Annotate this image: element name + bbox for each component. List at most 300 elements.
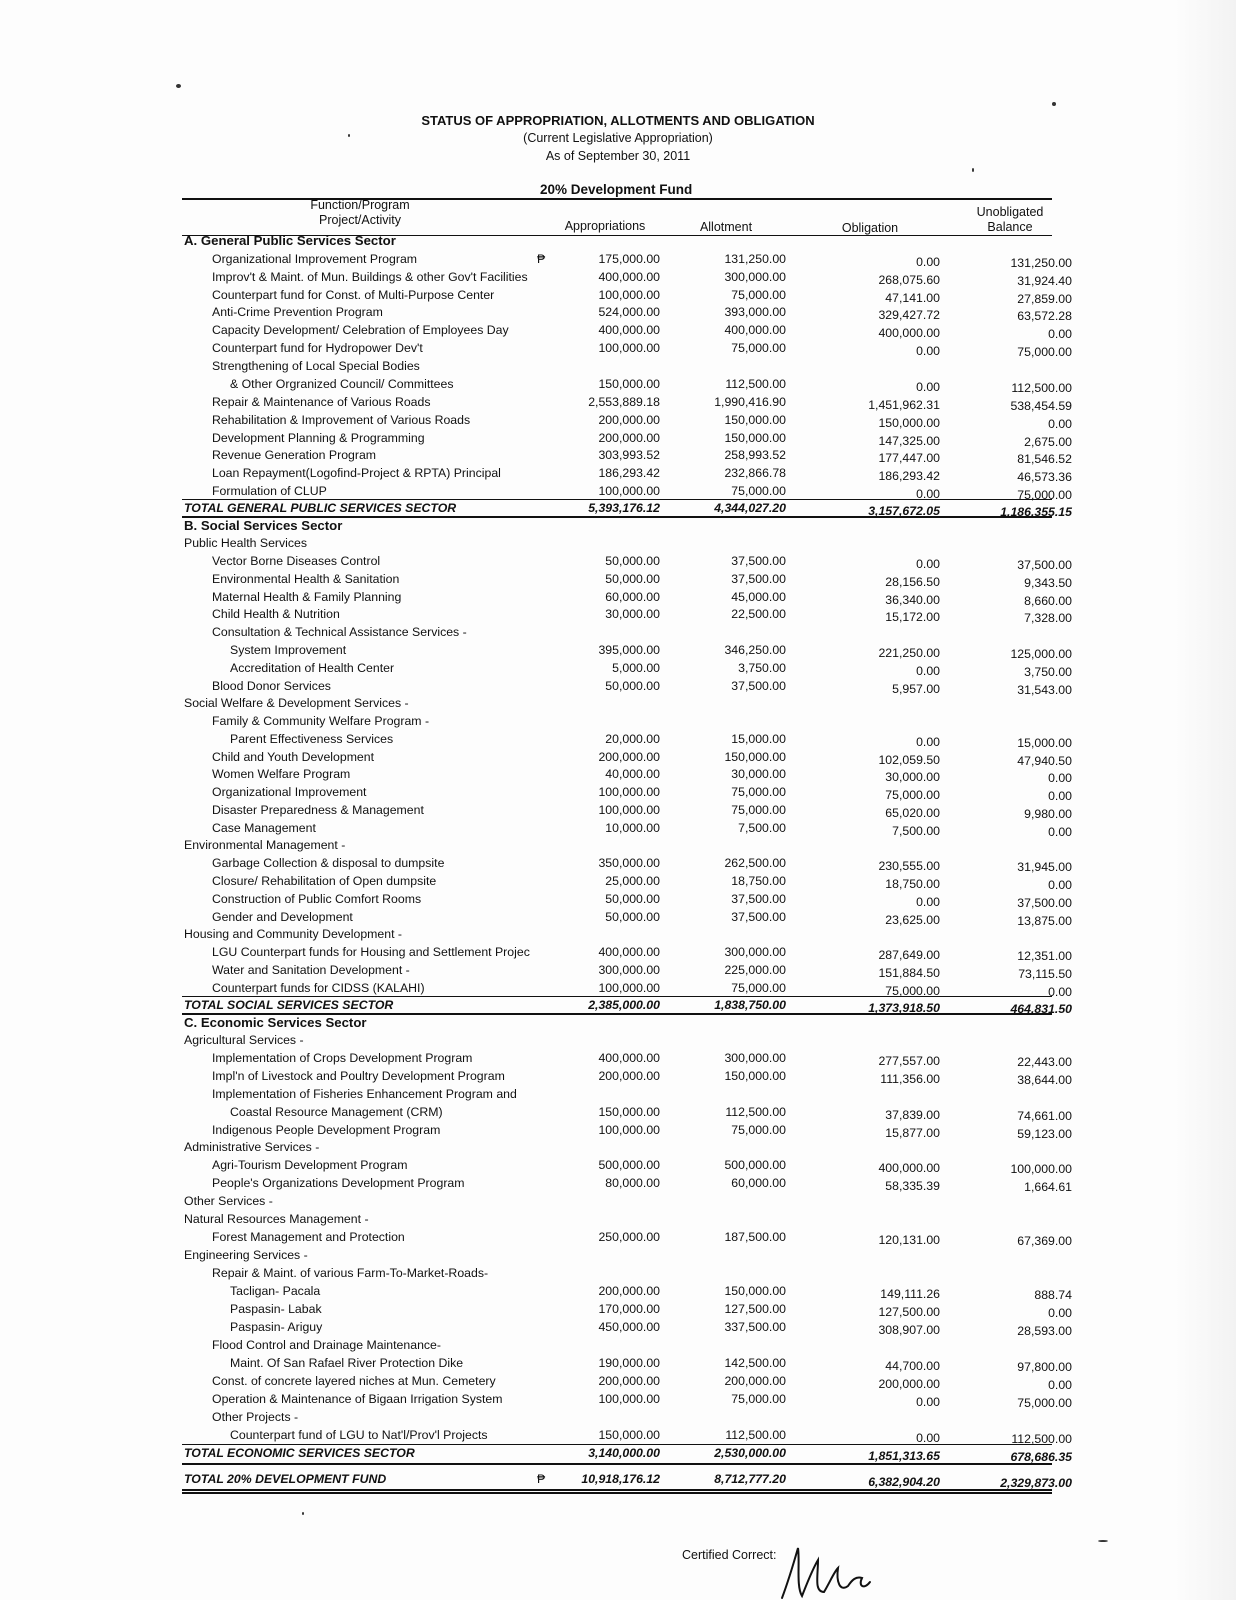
allotment-value: 127,500.00 [724,1302,786,1316]
table-row [0,554,1236,572]
row-label: Counterpart funds for CIDSS (KALAHI) [212,981,425,995]
appropriations-value: 150,000.00 [598,1428,660,1442]
obligation-value: 0.00 [916,1431,940,1445]
table-row [0,767,1236,785]
obligation-value: 47,141.00 [885,291,940,305]
unobligated-value: 73,115.50 [1018,967,1072,981]
appropriations-value: 50,000.00 [605,910,660,924]
appropriations-value: 150,000.00 [598,1105,660,1119]
unobligated-value: 888.74 [1034,1288,1072,1302]
table-row [0,1230,1236,1248]
unobligated-value: 67,369.00 [1017,1234,1072,1248]
table-row [0,696,1236,714]
allotment-value: 337,500.00 [724,1320,786,1334]
peso-sign: ₱ [537,252,546,266]
column-header-function-line2: Project/Activity [319,213,401,227]
obligation-value: 0.00 [916,1395,940,1409]
obligation-value: 177,447.00 [878,451,940,465]
obligation-value: 308,907.00 [878,1323,940,1337]
row-label: Loan Repayment(Logofind-Project & RPTA) Principal [212,466,501,480]
table-row [0,945,1236,963]
unobligated-value: 31,543.00 [1017,683,1072,697]
unobligated-value: 0.00 [1048,878,1072,892]
appropriations-value: 524,000.00 [598,305,660,319]
allotment-value: 500,000.00 [724,1158,786,1172]
row-label: Indigenous People Development Program [212,1123,441,1137]
table-row [0,1212,1236,1230]
allotment-value: 75,000.00 [731,341,786,355]
allotment-value: 75,000.00 [731,1392,786,1406]
report-title: STATUS OF APPROPRIATION, ALLOTMENTS AND OBLIGATION [421,113,815,128]
obligation-value: 36,340.00 [885,593,940,607]
unobligated-value: 3,750.00 [1024,665,1072,679]
obligation-value: 0.00 [916,255,940,269]
table-row [0,661,1236,679]
obligation-value: 0.00 [916,664,940,678]
row-label: Parent Effectiveness Services [230,732,394,746]
appropriations-value: 100,000.00 [598,288,660,302]
obligation-value: 65,020.00 [885,806,940,820]
row-label: Implementation of Fisheries Enhancement Program and [212,1087,517,1101]
allotment-value: 300,000.00 [724,270,786,284]
table-row [0,590,1236,608]
unobligated-value: 31,924.40 [1017,274,1072,288]
row-label: Consultation & Technical Assistance Services - [212,625,467,639]
appropriations-value: 250,000.00 [598,1230,660,1244]
column-header-unobligated-line2: Balance [987,220,1033,234]
table-row [0,341,1236,359]
table-row [0,1140,1236,1158]
table-row [0,270,1236,288]
obligation-value: 221,250.00 [878,646,940,660]
table-row [0,1158,1236,1176]
appropriations-value: 100,000.00 [598,484,660,498]
appropriations-value: 300,000.00 [598,963,660,977]
appropriations-value: 303,993.52 [598,448,660,462]
table-row [0,484,1236,502]
row-label: Organizational Improvement Program [212,252,418,266]
section-header-row [0,233,1236,251]
appropriations-value: 50,000.00 [605,554,660,568]
row-label: Disaster Preparedness & Management [212,803,424,817]
allotment-value: 37,500.00 [731,679,786,693]
obligation-value: 3,157,672.05 [868,504,940,518]
table-row [0,466,1236,484]
allotment-value: 131,250.00 [724,252,786,266]
obligation-value: 15,877.00 [885,1126,940,1140]
allotment-value: 400,000.00 [724,323,786,337]
obligation-value: 400,000.00 [878,326,940,340]
row-label: TOTAL GENERAL PUBLIC SERVICES SECTOR [184,501,457,515]
row-label: Paspasin- Ariguy [230,1320,323,1334]
row-label: B. Social Services Sector [184,518,343,533]
obligation-value: 75,000.00 [885,984,940,998]
allotment-value: 300,000.00 [724,1051,786,1065]
scan-speck [302,1512,304,1515]
row-label: Anti-Crime Prevention Program [212,305,383,319]
table-row [0,305,1236,323]
obligation-value: 150,000.00 [878,416,940,430]
unobligated-value: 31,945.00 [1017,860,1072,874]
row-label: Child Health & Nutrition [212,607,340,621]
unobligated-value: 37,500.00 [1017,558,1072,572]
unobligated-value: 0.00 [1048,825,1072,839]
unobligated-value: 125,000.00 [1010,647,1072,661]
obligation-value: 58,335.39 [885,1179,940,1193]
unobligated-value: 0.00 [1048,327,1072,341]
obligation-value: 7,500.00 [892,824,940,838]
allotment-value: 232,866.78 [724,466,786,480]
obligation-value: 6,382,904.20 [868,1475,940,1489]
obligation-value: 15,172.00 [885,610,940,624]
unobligated-value: 13,875.00 [1017,914,1072,928]
row-label: TOTAL ECONOMIC SERVICES SECTOR [184,1446,415,1460]
table-row [0,323,1236,341]
unobligated-value: 131,250.00 [1010,256,1072,270]
allotment-value: 7,500.00 [738,821,786,835]
obligation-value: 18,750.00 [885,877,940,891]
table-row [0,821,1236,839]
row-label: & Other Orgranized Council/ Committees [230,377,454,391]
row-label: System Improvement [230,643,347,657]
row-label: Paspasin- Labak [230,1302,322,1316]
unobligated-value: 538,454.59 [1010,399,1072,413]
scan-speck [348,134,350,137]
row-label: Capacity Development/ Celebration of Employees Day [212,323,509,337]
unobligated-value: 1,186,355.15 [1000,505,1072,519]
appropriations-value: 200,000.00 [598,1374,660,1388]
row-label: A. General Public Services Sector [184,233,396,248]
total-row [0,998,1236,1016]
appropriations-value: 10,000.00 [605,821,660,835]
allotment-value: 45,000.00 [731,590,786,604]
allotment-value: 112,500.00 [725,377,786,391]
section-header-row [0,518,1236,536]
row-label: Implementation of Crops Development Program [212,1051,473,1065]
appropriations-value: 100,000.00 [598,981,660,995]
row-label: TOTAL SOCIAL SERVICES SECTOR [184,998,394,1012]
table-row [0,856,1236,874]
row-label: Case Management [212,821,316,835]
obligation-value: 329,427.72 [878,308,940,322]
row-label: Flood Control and Drainage Maintenance- [212,1338,441,1352]
row-label: Housing and Community Development - [184,927,403,941]
row-label: Other Projects - [212,1410,299,1424]
allotment-value: 15,000.00 [731,732,786,746]
column-header-appropriations: Appropriations [564,219,646,233]
table-row [0,252,1236,270]
fund-title: 20% Development Fund [540,182,693,197]
table-row [0,395,1236,413]
allotment-value: 60,000.00 [731,1176,786,1190]
unobligated-value: 12,351.00 [1017,949,1072,963]
table-row [0,607,1236,625]
certified-correct-label: Certified Correct: [682,1548,777,1562]
row-label: Women Welfare Program [212,767,351,781]
unobligated-value: 15,000.00 [1017,736,1072,750]
unobligated-value: 38,644.00 [1017,1073,1072,1087]
allotment-value: 18,750.00 [731,874,786,888]
table-row [0,679,1236,697]
obligation-value: 23,625.00 [885,913,940,927]
row-label: Engineering Services - [184,1248,308,1262]
appropriations-value: 200,000.00 [598,431,660,445]
allotment-value: 22,500.00 [731,607,786,621]
obligation-value: 149,111.26 [880,1287,940,1301]
obligation-value: 111,356.00 [880,1072,940,1086]
table-row [0,981,1236,999]
appropriations-value: 200,000.00 [598,413,660,427]
appropriations-value: 80,000.00 [605,1176,660,1190]
obligation-value: 0.00 [916,487,940,501]
row-label: Maternal Health & Family Planning [212,590,402,604]
row-label: Counterpart fund of LGU to Nat'l/Prov'l Projects [230,1428,488,1442]
row-label: Social Welfare & Development Services - [184,696,409,710]
row-label: Impl'n of Livestock and Poultry Development Program [212,1069,505,1083]
appropriations-value: 200,000.00 [598,1284,660,1298]
obligation-value: 151,884.50 [878,966,940,980]
table-row [0,927,1236,945]
row-label: Agri-Tourism Development Program [212,1158,408,1172]
row-label: Tacligan- Pacala [230,1284,321,1298]
row-label: Public Health Services [184,536,308,550]
row-label: Counterpart fund for Hydropower Dev't [212,341,423,355]
column-header-function [260,198,460,228]
appropriations-value: 150,000.00 [598,377,660,391]
scan-speck [176,84,181,88]
allotment-value: 262,500.00 [724,856,786,870]
obligation-value: 0.00 [916,344,940,358]
report-date: As of September 30, 2011 [545,149,691,163]
row-label: Coastal Resource Management (CRM) [230,1105,443,1119]
obligation-value: 230,555.00 [878,859,940,873]
table-row [0,448,1236,466]
table-row [0,785,1236,803]
appropriations-value: 100,000.00 [598,1123,660,1137]
appropriations-value: 100,000.00 [598,1392,660,1406]
section-header-row [0,1015,1236,1033]
table-row [0,1087,1236,1105]
row-label: Forest Management and Protection [212,1230,405,1244]
row-label: Repair & Maint. of various Farm-To-Market-Roads- [212,1266,489,1280]
row-label: Family & Community Welfare Program - [212,714,430,728]
appropriations-value: 50,000.00 [605,572,660,586]
appropriations-value: 190,000.00 [598,1356,660,1370]
appropriations-value: 450,000.00 [598,1320,660,1334]
allotment-value: 393,000.00 [724,305,786,319]
table-row [0,1069,1236,1087]
appropriations-value: 100,000.00 [598,803,660,817]
allotment-value: 75,000.00 [731,484,786,498]
signature-mark [778,1542,888,1600]
obligation-value: 5,957.00 [892,682,940,696]
grand-total-rule-2 [182,1492,1052,1494]
allotment-value: 150,000.00 [724,750,786,764]
allotment-value: 75,000.00 [731,981,786,995]
allotment-value: 200,000.00 [724,1374,786,1388]
row-label: Organizational Improvement [212,785,367,799]
allotment-value: 75,000.00 [731,803,786,817]
allotment-value: 75,000.00 [731,1123,786,1137]
table-row [0,732,1236,750]
total-row [0,1472,1236,1490]
appropriations-value: 50,000.00 [605,892,660,906]
row-label: Administrative Services - [184,1140,320,1154]
appropriations-value: 400,000.00 [598,945,660,959]
unobligated-value: 27,859.00 [1017,292,1072,306]
table-row [0,1194,1236,1212]
appropriations-value: 5,393,176.12 [588,501,660,515]
allotment-value: 142,500.00 [724,1356,786,1370]
allotment-value: 225,000.00 [724,963,786,977]
obligation-value: 268,075.60 [878,273,940,287]
table-row [0,1051,1236,1069]
unobligated-value: 112,500.00 [1011,381,1072,395]
obligation-value: 44,700.00 [885,1359,940,1373]
allotment-value: 150,000.00 [724,1069,786,1083]
obligation-value: 186,293.42 [878,469,940,483]
unobligated-value: 112,500.00 [1011,1432,1072,1446]
appropriations-value: 186,293.42 [598,466,660,480]
unobligated-value: 8,660.00 [1024,594,1072,608]
column-header-function-line1: Function/Program [310,198,410,212]
appropriations-value: 2,553,889.18 [588,395,660,409]
unobligated-value: 7,328.00 [1024,611,1072,625]
table-row [0,536,1236,554]
unobligated-value: 81,546.52 [1017,452,1072,466]
allotment-value: 37,500.00 [731,910,786,924]
table-row [0,1392,1236,1410]
appropriations-value: 50,000.00 [605,679,660,693]
table-row [0,359,1236,377]
appropriations-value: 60,000.00 [605,590,660,604]
scan-speck [1052,102,1056,106]
table-row [0,1338,1236,1356]
unobligated-value: 0.00 [1048,1306,1072,1320]
row-label: Environmental Management - [184,838,346,852]
unobligated-value: 47,940.50 [1017,754,1072,768]
table-row [0,625,1236,643]
unobligated-value: 0.00 [1048,789,1072,803]
appropriations-value: 200,000.00 [598,1069,660,1083]
appropriations-value: 350,000.00 [598,856,660,870]
allotment-value: 8,712,777.20 [714,1472,786,1486]
unobligated-value: 97,800.00 [1017,1360,1072,1374]
column-header-allotment: Allotment [699,220,753,234]
appropriations-value: 30,000.00 [605,607,660,621]
row-label: Natural Resources Management - [184,1212,369,1226]
table-row [0,1374,1236,1392]
row-label: Revenue Generation Program [212,448,377,462]
row-label: Gender and Development [212,910,353,924]
obligation-value: 102,059.50 [878,753,940,767]
table-row [0,1176,1236,1194]
appropriations-value: 3,140,000.00 [588,1446,660,1460]
allotment-value: 150,000.00 [724,431,786,445]
allotment-value: 75,000.00 [731,288,786,302]
row-label: Garbage Collection & disposal to dumpsite [212,856,445,870]
obligation-value: 0.00 [916,735,940,749]
row-label: C. Economic Services Sector [184,1015,367,1030]
unobligated-value: 0.00 [1048,417,1072,431]
table-row [0,413,1236,431]
unobligated-value: 22,443.00 [1017,1055,1072,1069]
obligation-value: 287,649.00 [878,948,940,962]
obligation-value: 0.00 [916,895,940,909]
column-header-unobligated-line1: Unobligated [976,205,1044,219]
unobligated-value: 74,661.00 [1017,1109,1072,1123]
unobligated-value: 464,831.50 [1010,1002,1072,1016]
allotment-value: 258,993.52 [724,448,786,462]
table-row [0,910,1236,928]
obligation-value: 0.00 [916,557,940,571]
table-row [0,1428,1236,1446]
table-row [0,643,1236,661]
obligation-value: 200,000.00 [878,1377,940,1391]
row-label: Construction of Public Comfort Rooms [212,892,422,906]
row-label: Child and Youth Development [212,750,375,764]
table-row [0,892,1236,910]
appropriations-value: 200,000.00 [598,750,660,764]
unobligated-value: 75,000.00 [1017,488,1072,502]
table-row [0,803,1236,821]
obligation-value: 75,000.00 [885,788,940,802]
allotment-value: 150,000.00 [724,413,786,427]
obligation-value: 120,131.00 [878,1233,940,1247]
appropriations-value: 20,000.00 [605,732,660,746]
table-row [0,750,1236,768]
unobligated-value: 28,593.00 [1017,1324,1072,1338]
unobligated-value: 0.00 [1048,771,1072,785]
allotment-value: 75,000.00 [731,785,786,799]
row-label: Repair & Maintenance of Various Roads [212,395,431,409]
allotment-value: 4,344,027.20 [714,501,786,515]
row-label: Agricultural Services - [184,1033,304,1047]
unobligated-value: 75,000.00 [1017,345,1072,359]
allotment-value: 3,750.00 [738,661,786,675]
obligation-value: 127,500.00 [878,1305,940,1319]
unobligated-value: 1,664.61 [1024,1180,1072,1194]
appropriations-value: 40,000.00 [605,767,660,781]
row-label: Improv't & Maint. of Mun. Buildings & other Gov't Facilities [212,270,528,284]
row-label: LGU Counterpart funds for Housing and Settlement Projec [212,945,530,959]
unobligated-value: 0.00 [1048,985,1072,999]
appropriations-value: 170,000.00 [598,1302,660,1316]
unobligated-value: 63,572.28 [1017,309,1072,323]
obligation-value: 277,557.00 [878,1054,940,1068]
table-row [0,1320,1236,1338]
allotment-value: 2,530,000.00 [714,1446,786,1460]
table-row [0,288,1236,306]
table-row [0,1302,1236,1320]
total-row [0,1446,1236,1464]
table-row [0,377,1236,395]
obligation-value: 1,851,313.65 [868,1449,940,1463]
table-row [0,1356,1236,1374]
row-label: Counterpart fund for Const. of Multi-Purpose Center [212,288,495,302]
appropriations-value: 100,000.00 [598,785,660,799]
unobligated-value: 0.00 [1048,1378,1072,1392]
appropriations-value: 500,000.00 [598,1158,660,1172]
row-label: Strengthening of Local Special Bodies [212,359,420,373]
table-row [0,1105,1236,1123]
row-label: Rehabilitation & Improvement of Various Roads [212,413,471,427]
unobligated-value: 678,686.35 [1010,1450,1072,1464]
allotment-value: 1,838,750.00 [714,998,786,1012]
row-label: Water and Sanitation Development - [212,963,410,977]
obligation-value: 28,156.50 [885,575,940,589]
row-label: Other Services - [184,1194,273,1208]
